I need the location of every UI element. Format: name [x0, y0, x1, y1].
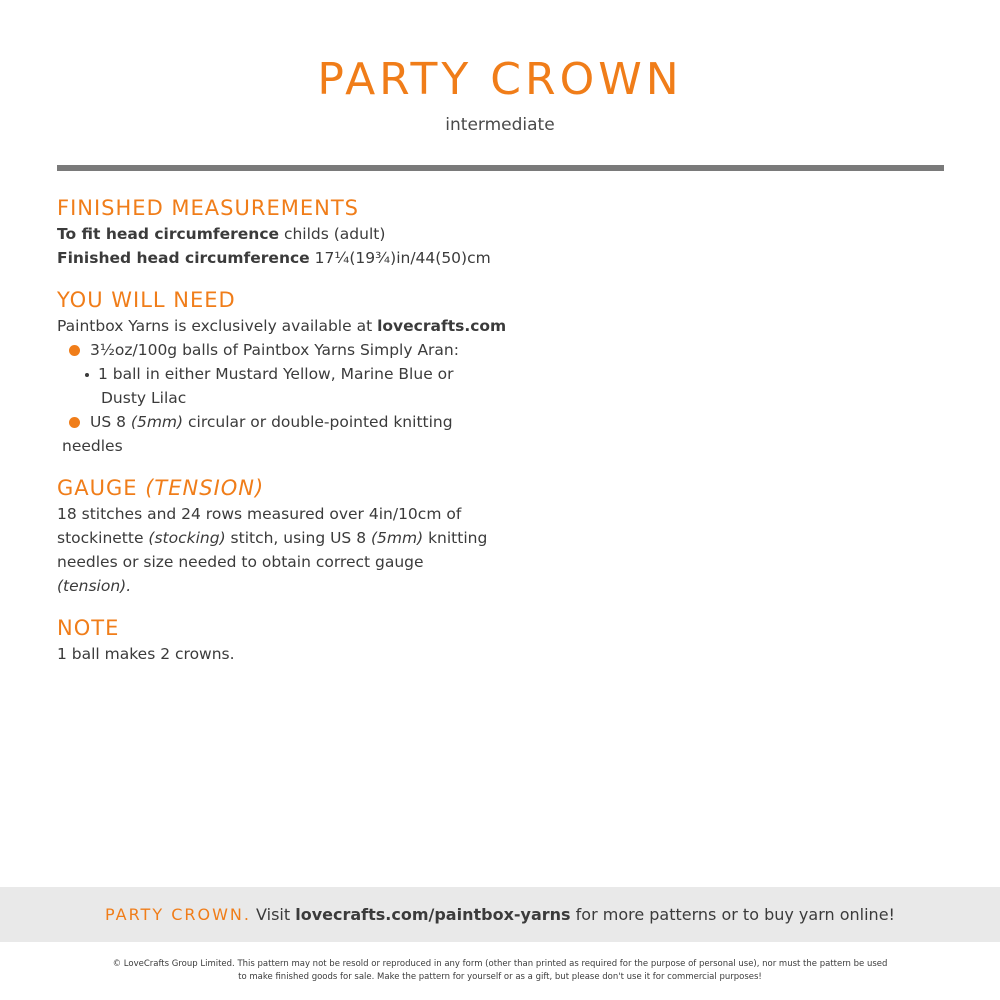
section-you-will-need [57, 286, 507, 458]
orange-bullet-icon [69, 417, 80, 428]
availability-text: Paintbox Yarns is exclusively available at [57, 317, 378, 335]
section-heading: YOU WILL NEED [57, 288, 236, 312]
finished-circumference-line [57, 246, 497, 270]
section-finished-measurements [57, 194, 497, 270]
section-heading [57, 474, 497, 502]
footer-brand: PARTY CROWN. [105, 905, 251, 924]
copyright-notice [80, 958, 920, 984]
yarn-color-line1: 1 ball in either Mustard Yellow, Marine Blue or [98, 365, 454, 383]
gauge-t4: (5mm) [370, 529, 424, 547]
needles-pre: US 8 [90, 413, 131, 431]
copyright-line2: to make finished goods for sale. Make the pattern for yourself or as a gift, but please don't use it for commercial purposes! [238, 972, 762, 982]
yarn-text: 3½oz/100g balls of Paintbox Yarns Simply Aran: [90, 341, 459, 359]
gauge-heading-main: GAUGE [57, 476, 146, 500]
gauge-t3: stitch, using US 8 [225, 529, 371, 547]
gauge-t1: 18 stitches and 24 rows measured over 4in/10cm of stockinette [57, 505, 462, 547]
footer-post: for more patterns or to buy yarn online! [570, 905, 895, 924]
gauge-text [57, 502, 497, 598]
difficulty-level: intermediate [445, 115, 555, 135]
copyright-line1: © LoveCrafts Group Limited. This pattern may not be resold or reproduced in any form (other than printed as required for the purpose of personal use), nor must the pattern be used [112, 959, 888, 969]
needles-size: (5mm) [130, 413, 184, 431]
orange-bullet-icon [69, 345, 80, 356]
section-heading: FINISHED MEASUREMENTS [57, 196, 359, 220]
gauge-t5: knitting needles or size needed to obtain correct gauge [57, 529, 488, 571]
bullet-icon [85, 373, 89, 377]
footer-link[interactable]: lovecrafts.com/paintbox-yarns [295, 905, 571, 924]
gauge-t2: (stocking) [148, 529, 226, 547]
fit-value: childs (adult) [279, 225, 386, 243]
gauge-heading-italic: (TENSION) [145, 476, 265, 500]
note-text: 1 ball makes 2 crowns. [57, 645, 235, 663]
header-divider [57, 165, 944, 171]
page-title: PARTY CROWN [317, 54, 683, 105]
gauge-t6: (tension). [57, 577, 132, 595]
needles-post-line2: needles [62, 437, 123, 455]
lovecrafts-link[interactable]: lovecrafts.com [377, 317, 507, 335]
fit-circumference-line [57, 222, 497, 246]
section-gauge [57, 474, 497, 598]
availability-line [57, 314, 507, 338]
section-note [57, 614, 497, 666]
finished-value: 17¼(19¾)in/44(50)cm [309, 249, 491, 267]
yarn-color-line2: Dusty Lilac [101, 389, 187, 407]
fit-label: To fit head circumference [57, 225, 280, 243]
footer-pre: Visit [250, 905, 296, 924]
needles-post: circular or double-pointed knitting [183, 413, 453, 431]
finished-label: Finished head circumference [57, 249, 310, 267]
list-item-needles [57, 410, 497, 458]
footer-banner [0, 887, 1000, 942]
list-item-yarn [57, 338, 497, 362]
list-item-yarn-color [57, 362, 497, 410]
pattern-content [57, 194, 507, 682]
section-heading: NOTE [57, 616, 120, 640]
